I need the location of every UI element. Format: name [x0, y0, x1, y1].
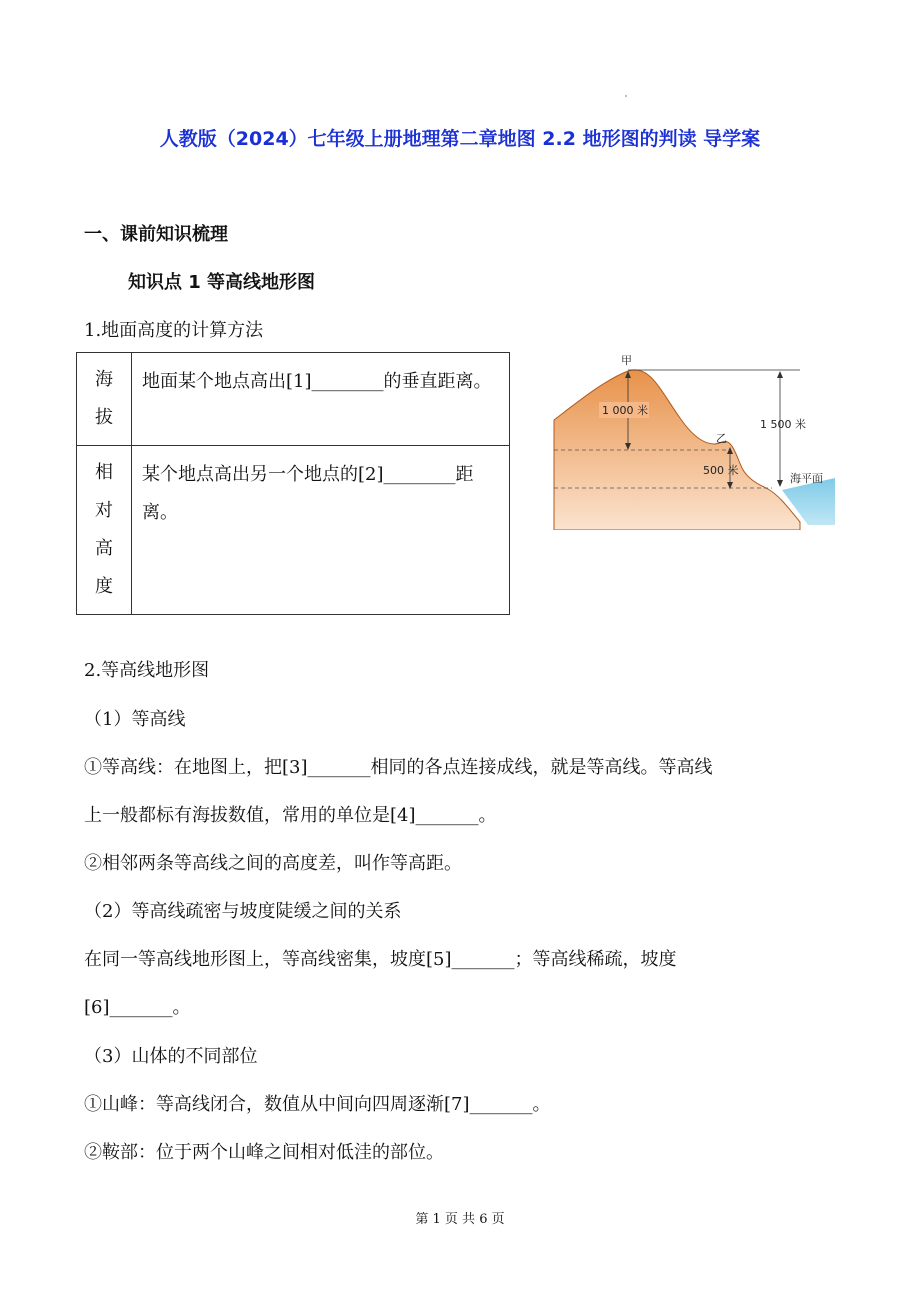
scan-dot	[625, 95, 627, 97]
subsection-density-slope: （2）等高线疏密与坡度陡缓之间的关系	[84, 901, 402, 922]
paragraph-contour-interval: ②相邻两条等高线之间的高度差，叫作等高距。	[84, 853, 462, 874]
label-peak: 甲	[621, 354, 632, 367]
subsection-mountain-parts: （3）山体的不同部位	[84, 1046, 258, 1067]
label-1000: 1 000 米	[602, 404, 648, 417]
subsection-contour: （1）等高线	[84, 709, 186, 730]
page-footer: 第 1 页 共 6 页	[415, 1212, 505, 1227]
section-heading: 一、课前知识梳理	[84, 224, 228, 245]
item-1-title: 1.地面高度的计算方法	[84, 320, 264, 341]
knowledge-point-heading: 知识点 1 等高线地形图	[128, 272, 316, 293]
label-sea-level: 海平面	[790, 472, 823, 485]
definition-table	[76, 352, 510, 615]
paragraph-density-slope: 在同一等高线地形图上，等高线密集，坡度[5]_______；等高线稀疏，坡度	[84, 949, 677, 970]
relative-height-definition: 某个地点高出另一个地点的[2]________距离。	[132, 446, 510, 615]
table-row	[77, 353, 510, 446]
paragraph-peak: ①山峰：等高线闭合，数值从中间向四周逐渐[7]_______。	[84, 1094, 551, 1115]
document-title: 人教版（2024）七年级上册地理第二章地图 2.2 地形图的判读 导学案	[159, 128, 761, 150]
label-500: 500 米	[703, 464, 739, 477]
item-2-title: 2.等高线地形图	[84, 660, 210, 681]
paragraph-contour-unit: 上一般都标有海拔数值，常用的单位是[4]_______。	[84, 805, 497, 826]
altitude-definition: 地面某个地点高出[1]________的垂直距离。	[132, 353, 510, 446]
paragraph-contour-def: ①等高线：在地图上，把[3]_______相同的各点连接成线，就是等高线。等高线	[84, 757, 713, 778]
term-altitude: 海 拔	[77, 353, 132, 446]
paragraph-saddle: ②鞍部：位于两个山峰之间相对低洼的部位。	[84, 1142, 444, 1163]
term-relative-height: 相 对 高 度	[77, 446, 132, 615]
paragraph-density-slope-cont: [6]_______。	[84, 997, 191, 1018]
label-point-b: 乙	[716, 432, 727, 445]
label-1500: 1 500 米	[760, 418, 806, 431]
table-row	[77, 446, 510, 615]
elevation-diagram	[550, 350, 840, 530]
